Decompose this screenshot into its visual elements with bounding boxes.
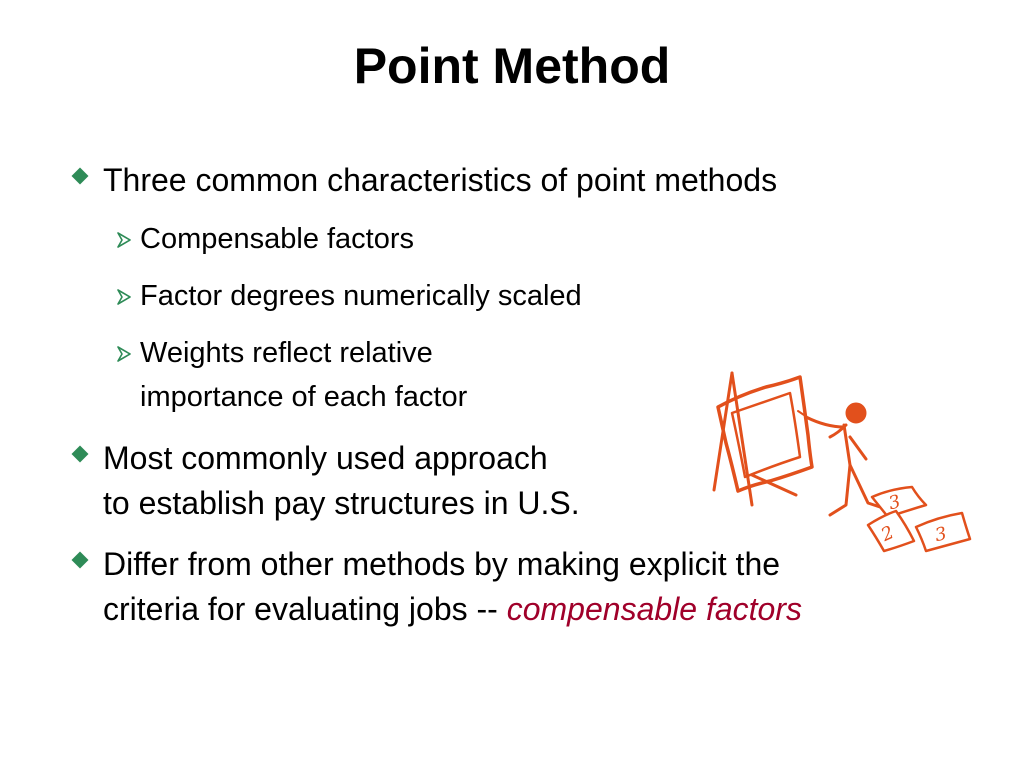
compensable-factors-emphasis: compensable factors: [506, 591, 802, 627]
card-number: 3: [933, 523, 949, 547]
sub-item-text: Factor degrees numerically scaled: [140, 280, 582, 312]
arrowhead-icon: [116, 288, 132, 306]
bullet-text-line-2: to establish pay structures in U.S.: [103, 485, 580, 521]
painter-head: [847, 404, 865, 422]
sub-item-text: Compensable factors: [140, 223, 415, 255]
painter-back-arm: [850, 437, 866, 459]
painter-body-leg: [830, 425, 850, 515]
bullet-text-line-1: Differ from other methods by making explicit the: [103, 546, 781, 582]
arrowhead-icon: [116, 231, 132, 249]
slide-title: Point Method: [353, 38, 671, 94]
card-number: 2: [878, 522, 898, 546]
painter-arm: [806, 417, 844, 427]
card-number: 3: [886, 491, 903, 515]
bullet-text-line-1: Most commonly used approach: [103, 440, 548, 476]
diamond-icon: [72, 446, 89, 463]
bullet-text-line-2: [103, 587, 802, 632]
bullet-text-prefix: criteria for evaluating jobs --: [103, 591, 507, 627]
arrowhead-icon: [116, 345, 132, 363]
bullet-text: Three common characteristics of point methods: [103, 162, 778, 198]
painter-easel-clipart: [700, 365, 985, 565]
diamond-icon: [72, 552, 89, 569]
diamond-icon: [72, 168, 89, 185]
sub-item-text-line-1: Weights reflect relative: [140, 337, 433, 369]
sub-item-text-line-2: importance of each factor: [140, 381, 468, 413]
